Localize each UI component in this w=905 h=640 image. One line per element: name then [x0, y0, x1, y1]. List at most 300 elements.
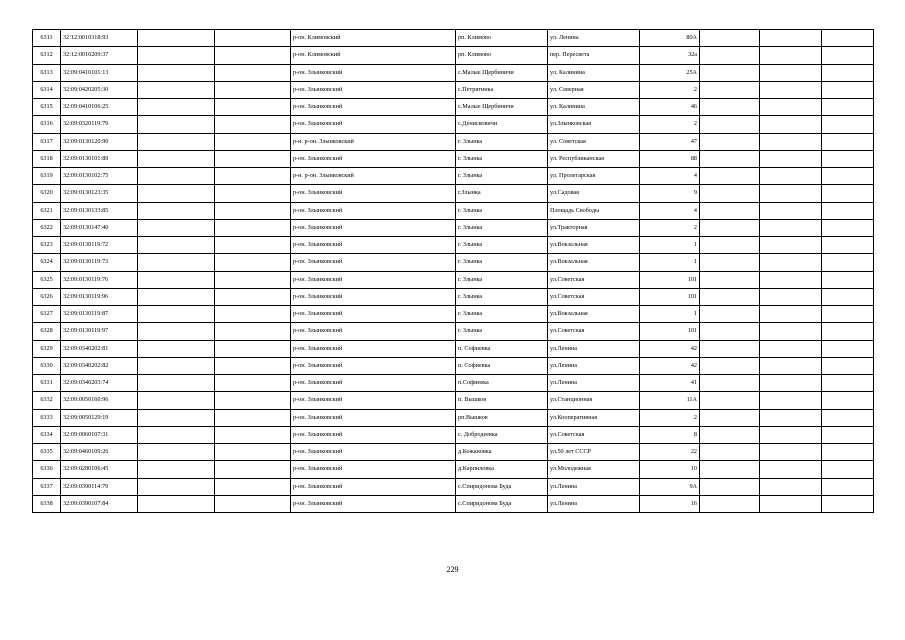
district-cell: р-он. Злынковский	[291, 375, 456, 392]
empty-cell	[700, 340, 760, 357]
empty-cell	[700, 306, 760, 323]
table-row	[33, 392, 874, 409]
row-number-cell: 6334	[33, 426, 61, 443]
empty-cell	[215, 219, 291, 236]
table-row	[33, 150, 874, 167]
table-row	[33, 306, 874, 323]
locality-cell: рп. Климово	[456, 47, 548, 64]
cadastral-number-cell: 32:09:0050160:96	[61, 392, 138, 409]
empty-cell	[138, 150, 215, 167]
empty-cell	[700, 116, 760, 133]
row-number-cell: 6330	[33, 357, 61, 374]
empty-cell	[700, 219, 760, 236]
empty-cell	[760, 340, 822, 357]
empty-cell	[215, 375, 291, 392]
street-cell: ул. Республиканская	[548, 150, 640, 167]
row-number-cell: 6332	[33, 392, 61, 409]
row-number-cell: 6321	[33, 202, 61, 219]
empty-cell	[760, 30, 822, 47]
table-row	[33, 375, 874, 392]
house-number-cell: 4	[640, 168, 700, 185]
empty-cell	[700, 461, 760, 478]
district-cell: р-он. Злынковский	[291, 392, 456, 409]
locality-cell: с.Малые Щербиничи	[456, 64, 548, 81]
cadastral-number-cell: 32:12:0010318:93	[61, 30, 138, 47]
empty-cell	[215, 357, 291, 374]
house-number-cell: 47	[640, 133, 700, 150]
street-cell: ул.Кооперативная	[548, 409, 640, 426]
table-row	[33, 271, 874, 288]
locality-cell: г.Злынка	[456, 185, 548, 202]
registry-table	[32, 29, 874, 513]
cadastral-number-cell: 32:09:0340203:74	[61, 375, 138, 392]
empty-cell	[138, 478, 215, 495]
empty-cell	[215, 409, 291, 426]
empty-cell	[138, 81, 215, 98]
cadastral-number-cell: 32:09:0130133:85	[61, 202, 138, 219]
empty-cell	[760, 185, 822, 202]
row-number-cell: 6326	[33, 288, 61, 305]
house-number-cell: 11А	[640, 392, 700, 409]
district-cell: р-он. Злынковский	[291, 116, 456, 133]
district-cell: р-он. Злынковский	[291, 495, 456, 512]
row-number-cell: 6311	[33, 30, 61, 47]
cadastral-number-cell: 32:09:0130119:72	[61, 237, 138, 254]
table-row	[33, 340, 874, 357]
street-cell: ул.Ленина	[548, 495, 640, 512]
empty-cell	[760, 495, 822, 512]
street-cell: ул.Советская	[548, 288, 640, 305]
table-row	[33, 219, 874, 236]
cadastral-number-cell: 32:09:0130147:40	[61, 219, 138, 236]
empty-cell	[760, 168, 822, 185]
street-cell: пер. Пересвета	[548, 47, 640, 64]
cadastral-number-cell: 32:09:0460109:26	[61, 444, 138, 461]
street-cell: ул. Калинина	[548, 64, 640, 81]
house-number-cell: 2	[640, 219, 700, 236]
empty-cell	[822, 185, 874, 202]
row-number-cell: 6333	[33, 409, 61, 426]
empty-cell	[822, 271, 874, 288]
table-row	[33, 185, 874, 202]
locality-cell: г. Злынка	[456, 150, 548, 167]
table-row	[33, 426, 874, 443]
table-row	[33, 133, 874, 150]
cadastral-number-cell: 32:12:0010209:37	[61, 47, 138, 64]
house-number-cell: 2	[640, 409, 700, 426]
empty-cell	[822, 478, 874, 495]
district-cell: р-он. Климовский	[291, 47, 456, 64]
empty-cell	[822, 64, 874, 81]
empty-cell	[822, 409, 874, 426]
empty-cell	[700, 99, 760, 116]
cadastral-number-cell: 32:09:0130119:76	[61, 271, 138, 288]
table-row	[33, 444, 874, 461]
empty-cell	[822, 288, 874, 305]
street-cell: ул.50 лет СССР	[548, 444, 640, 461]
empty-cell	[700, 409, 760, 426]
empty-cell	[215, 116, 291, 133]
cadastral-number-cell: 32:09:0340202:81	[61, 340, 138, 357]
table-row	[33, 81, 874, 98]
empty-cell	[760, 47, 822, 64]
empty-cell	[822, 150, 874, 167]
locality-cell: г. Злынка	[456, 237, 548, 254]
district-cell: р-н. р-он. Злынковский	[291, 133, 456, 150]
empty-cell	[215, 323, 291, 340]
empty-cell	[822, 202, 874, 219]
district-cell: р-он. Злынковский	[291, 237, 456, 254]
empty-cell	[700, 185, 760, 202]
locality-cell: с.Спиридонова Буда	[456, 478, 548, 495]
street-cell: ул.Молодежная	[548, 461, 640, 478]
empty-cell	[700, 168, 760, 185]
street-cell: ул.Ленина	[548, 375, 640, 392]
empty-cell	[215, 99, 291, 116]
row-number-cell: 6318	[33, 150, 61, 167]
empty-cell	[215, 288, 291, 305]
cadastral-number-cell: 32:09:0130119:96	[61, 288, 138, 305]
locality-cell: п.Софиевка	[456, 375, 548, 392]
district-cell: р-он. Злынковский	[291, 99, 456, 116]
page-number: 229	[446, 565, 459, 574]
empty-cell	[760, 306, 822, 323]
district-cell: р-он. Злынковский	[291, 340, 456, 357]
house-number-cell: 16	[640, 495, 700, 512]
district-cell: р-н. р-он. Злынковский	[291, 168, 456, 185]
empty-cell	[138, 64, 215, 81]
empty-cell	[700, 495, 760, 512]
locality-cell: г. Злынка	[456, 168, 548, 185]
house-number-cell: 88	[640, 150, 700, 167]
district-cell: р-он. Злынковский	[291, 254, 456, 271]
table-row	[33, 99, 874, 116]
table-row	[33, 323, 874, 340]
empty-cell	[215, 133, 291, 150]
empty-cell	[215, 444, 291, 461]
empty-cell	[760, 133, 822, 150]
house-number-cell: 101	[640, 323, 700, 340]
house-number-cell: 1	[640, 254, 700, 271]
empty-cell	[822, 168, 874, 185]
cadastral-number-cell: 32:09:0130119:97	[61, 323, 138, 340]
house-number-cell: 22	[640, 444, 700, 461]
table-row	[33, 461, 874, 478]
house-number-cell: 25А	[640, 64, 700, 81]
table-row	[33, 47, 874, 64]
table-row	[33, 168, 874, 185]
locality-cell: г. Злынка	[456, 219, 548, 236]
empty-cell	[760, 219, 822, 236]
district-cell: р-он. Злынковский	[291, 185, 456, 202]
locality-cell: п. Софиевка	[456, 357, 548, 374]
locality-cell: с.Петрятинка	[456, 81, 548, 98]
row-number-cell: 6327	[33, 306, 61, 323]
house-number-cell: 2	[640, 81, 700, 98]
empty-cell	[138, 288, 215, 305]
cadastral-number-cell: 32:09:0130123:35	[61, 185, 138, 202]
table-row	[33, 478, 874, 495]
row-number-cell: 6331	[33, 375, 61, 392]
empty-cell	[700, 133, 760, 150]
empty-cell	[215, 271, 291, 288]
row-number-cell: 6314	[33, 81, 61, 98]
cadastral-number-cell: 32:09:0410101:13	[61, 64, 138, 81]
empty-cell	[138, 357, 215, 374]
table-row	[33, 288, 874, 305]
empty-cell	[822, 219, 874, 236]
district-cell: р-он. Злынковский	[291, 357, 456, 374]
empty-cell	[822, 375, 874, 392]
empty-cell	[822, 323, 874, 340]
empty-cell	[700, 150, 760, 167]
empty-cell	[822, 392, 874, 409]
empty-cell	[822, 306, 874, 323]
house-number-cell: 101	[640, 271, 700, 288]
house-number-cell: 42	[640, 340, 700, 357]
house-number-cell: 80А	[640, 30, 700, 47]
empty-cell	[215, 168, 291, 185]
empty-cell	[822, 81, 874, 98]
empty-cell	[760, 375, 822, 392]
empty-cell	[215, 81, 291, 98]
street-cell: ул. Калинина	[548, 99, 640, 116]
district-cell: р-он. Злынковский	[291, 150, 456, 167]
row-number-cell: 6335	[33, 444, 61, 461]
street-cell: ул.Вокзальная	[548, 306, 640, 323]
row-number-cell: 6313	[33, 64, 61, 81]
street-cell: ул.Ленина	[548, 478, 640, 495]
street-cell: ул.Ленина	[548, 340, 640, 357]
row-number-cell: 6337	[33, 478, 61, 495]
empty-cell	[215, 426, 291, 443]
empty-cell	[822, 461, 874, 478]
row-number-cell: 6317	[33, 133, 61, 150]
street-cell: ул.Вокзальная	[548, 237, 640, 254]
district-cell: р-он. Злынковский	[291, 288, 456, 305]
street-cell: ул.Садовая	[548, 185, 640, 202]
empty-cell	[700, 202, 760, 219]
table-row	[33, 64, 874, 81]
empty-cell	[138, 185, 215, 202]
table-row	[33, 409, 874, 426]
empty-cell	[138, 168, 215, 185]
house-number-cell: 10	[640, 461, 700, 478]
empty-cell	[215, 202, 291, 219]
empty-cell	[138, 495, 215, 512]
empty-cell	[138, 237, 215, 254]
street-cell: ул. Советская	[548, 133, 640, 150]
house-number-cell: 1	[640, 237, 700, 254]
empty-cell	[760, 254, 822, 271]
empty-cell	[760, 392, 822, 409]
empty-cell	[760, 444, 822, 461]
district-cell: р-он. Злынковский	[291, 409, 456, 426]
empty-cell	[138, 306, 215, 323]
house-number-cell: 42	[640, 357, 700, 374]
house-number-cell: 2	[640, 116, 700, 133]
row-number-cell: 6323	[33, 237, 61, 254]
empty-cell	[700, 357, 760, 374]
empty-cell	[138, 47, 215, 64]
empty-cell	[138, 271, 215, 288]
empty-cell	[700, 288, 760, 305]
empty-cell	[700, 47, 760, 64]
empty-cell	[822, 357, 874, 374]
empty-cell	[700, 237, 760, 254]
row-number-cell: 6316	[33, 116, 61, 133]
table-row	[33, 357, 874, 374]
empty-cell	[138, 99, 215, 116]
table-row	[33, 237, 874, 254]
empty-cell	[138, 426, 215, 443]
empty-cell	[215, 47, 291, 64]
empty-cell	[138, 30, 215, 47]
empty-cell	[760, 461, 822, 478]
empty-cell	[215, 150, 291, 167]
district-cell: р-он. Злынковский	[291, 271, 456, 288]
cadastral-number-cell: 32:09:0130120:90	[61, 133, 138, 150]
empty-cell	[700, 323, 760, 340]
district-cell: р-он. Злынковский	[291, 306, 456, 323]
locality-cell: п. Вышков	[456, 392, 548, 409]
cadastral-number-cell: 32:09:0390107:84	[61, 495, 138, 512]
cadastral-number-cell: 32:09:0390114:79	[61, 478, 138, 495]
cadastral-number-cell: 32:09:0130101:89	[61, 150, 138, 167]
row-number-cell: 6312	[33, 47, 61, 64]
empty-cell	[138, 392, 215, 409]
empty-cell	[215, 254, 291, 271]
empty-cell	[822, 99, 874, 116]
table-row	[33, 495, 874, 512]
empty-cell	[138, 219, 215, 236]
empty-cell	[215, 64, 291, 81]
empty-cell	[215, 495, 291, 512]
empty-cell	[138, 323, 215, 340]
empty-cell	[822, 47, 874, 64]
street-cell: ул.Советская	[548, 271, 640, 288]
locality-cell: с.Спиридонова Буда	[456, 495, 548, 512]
district-cell: р-он. Климовский	[291, 30, 456, 47]
row-number-cell: 6338	[33, 495, 61, 512]
empty-cell	[760, 357, 822, 374]
empty-cell	[822, 116, 874, 133]
empty-cell	[760, 409, 822, 426]
street-cell: ул.Ленина	[548, 357, 640, 374]
locality-cell: п. Софиевка	[456, 340, 548, 357]
house-number-cell: 32а	[640, 47, 700, 64]
empty-cell	[138, 409, 215, 426]
street-cell: ул. Ленина	[548, 30, 640, 47]
locality-cell: д.Карпиловка	[456, 461, 548, 478]
house-number-cell: 4	[640, 202, 700, 219]
cadastral-number-cell: 32:09:0420205:30	[61, 81, 138, 98]
empty-cell	[822, 426, 874, 443]
cadastral-number-cell: 32:09:0050129:19	[61, 409, 138, 426]
street-cell: ул.Советская	[548, 323, 640, 340]
house-number-cell: 9	[640, 185, 700, 202]
empty-cell	[760, 202, 822, 219]
locality-cell: г. Злынка	[456, 254, 548, 271]
street-cell: ул. Северная	[548, 81, 640, 98]
empty-cell	[760, 271, 822, 288]
empty-cell	[822, 495, 874, 512]
empty-cell	[138, 340, 215, 357]
empty-cell	[700, 64, 760, 81]
empty-cell	[700, 426, 760, 443]
table-row	[33, 254, 874, 271]
street-cell: ул. Пролетарская	[548, 168, 640, 185]
locality-cell: г. Злынка	[456, 202, 548, 219]
locality-cell: г. Злынка	[456, 288, 548, 305]
locality-cell: рп. Климово	[456, 30, 548, 47]
cadastral-number-cell: 32:09:0340202:82	[61, 357, 138, 374]
empty-cell	[138, 444, 215, 461]
empty-cell	[700, 478, 760, 495]
cadastral-number-cell: 32:09:0320119:79	[61, 116, 138, 133]
empty-cell	[700, 444, 760, 461]
empty-cell	[138, 133, 215, 150]
district-cell: р-он. Злынковский	[291, 426, 456, 443]
district-cell: р-он. Злынковский	[291, 202, 456, 219]
empty-cell	[822, 254, 874, 271]
street-cell: ул.Вокзальная	[548, 254, 640, 271]
locality-cell: г. Злынка	[456, 306, 548, 323]
empty-cell	[215, 237, 291, 254]
street-cell: Площадь Свободы	[548, 202, 640, 219]
locality-cell: г. Злынка	[456, 133, 548, 150]
row-number-cell: 6320	[33, 185, 61, 202]
empty-cell	[822, 30, 874, 47]
empty-cell	[215, 478, 291, 495]
empty-cell	[760, 426, 822, 443]
cadastral-number-cell: 32:09:0130119:73	[61, 254, 138, 271]
empty-cell	[215, 340, 291, 357]
empty-cell	[760, 237, 822, 254]
table-row	[33, 30, 874, 47]
locality-cell: с. Добродеевка	[456, 426, 548, 443]
locality-cell: с.Малые Щербиничи	[456, 99, 548, 116]
empty-cell	[760, 116, 822, 133]
empty-cell	[138, 254, 215, 271]
empty-cell	[760, 288, 822, 305]
row-number-cell: 6324	[33, 254, 61, 271]
empty-cell	[700, 271, 760, 288]
district-cell: р-он. Злынковский	[291, 81, 456, 98]
empty-cell	[822, 340, 874, 357]
house-number-cell: 9А	[640, 478, 700, 495]
cadastral-number-cell: 32:09:0410106:25	[61, 99, 138, 116]
district-cell: р-он. Злынковский	[291, 444, 456, 461]
locality-cell: д.Кожановка	[456, 444, 548, 461]
row-number-cell: 6325	[33, 271, 61, 288]
district-cell: р-он. Злынковский	[291, 219, 456, 236]
locality-cell: г. Злынка	[456, 271, 548, 288]
cadastral-number-cell: 32:09:0130102:75	[61, 168, 138, 185]
empty-cell	[215, 185, 291, 202]
row-number-cell: 6319	[33, 168, 61, 185]
locality-cell: с.Денисковичи	[456, 116, 548, 133]
empty-cell	[760, 150, 822, 167]
district-cell: р-он. Злынковский	[291, 478, 456, 495]
house-number-cell: 101	[640, 288, 700, 305]
district-cell: р-он. Злынковский	[291, 461, 456, 478]
empty-cell	[822, 133, 874, 150]
street-cell: ул.Злынковская	[548, 116, 640, 133]
row-number-cell: 6315	[33, 99, 61, 116]
house-number-cell: 1	[640, 306, 700, 323]
street-cell: ул.Станционная	[548, 392, 640, 409]
